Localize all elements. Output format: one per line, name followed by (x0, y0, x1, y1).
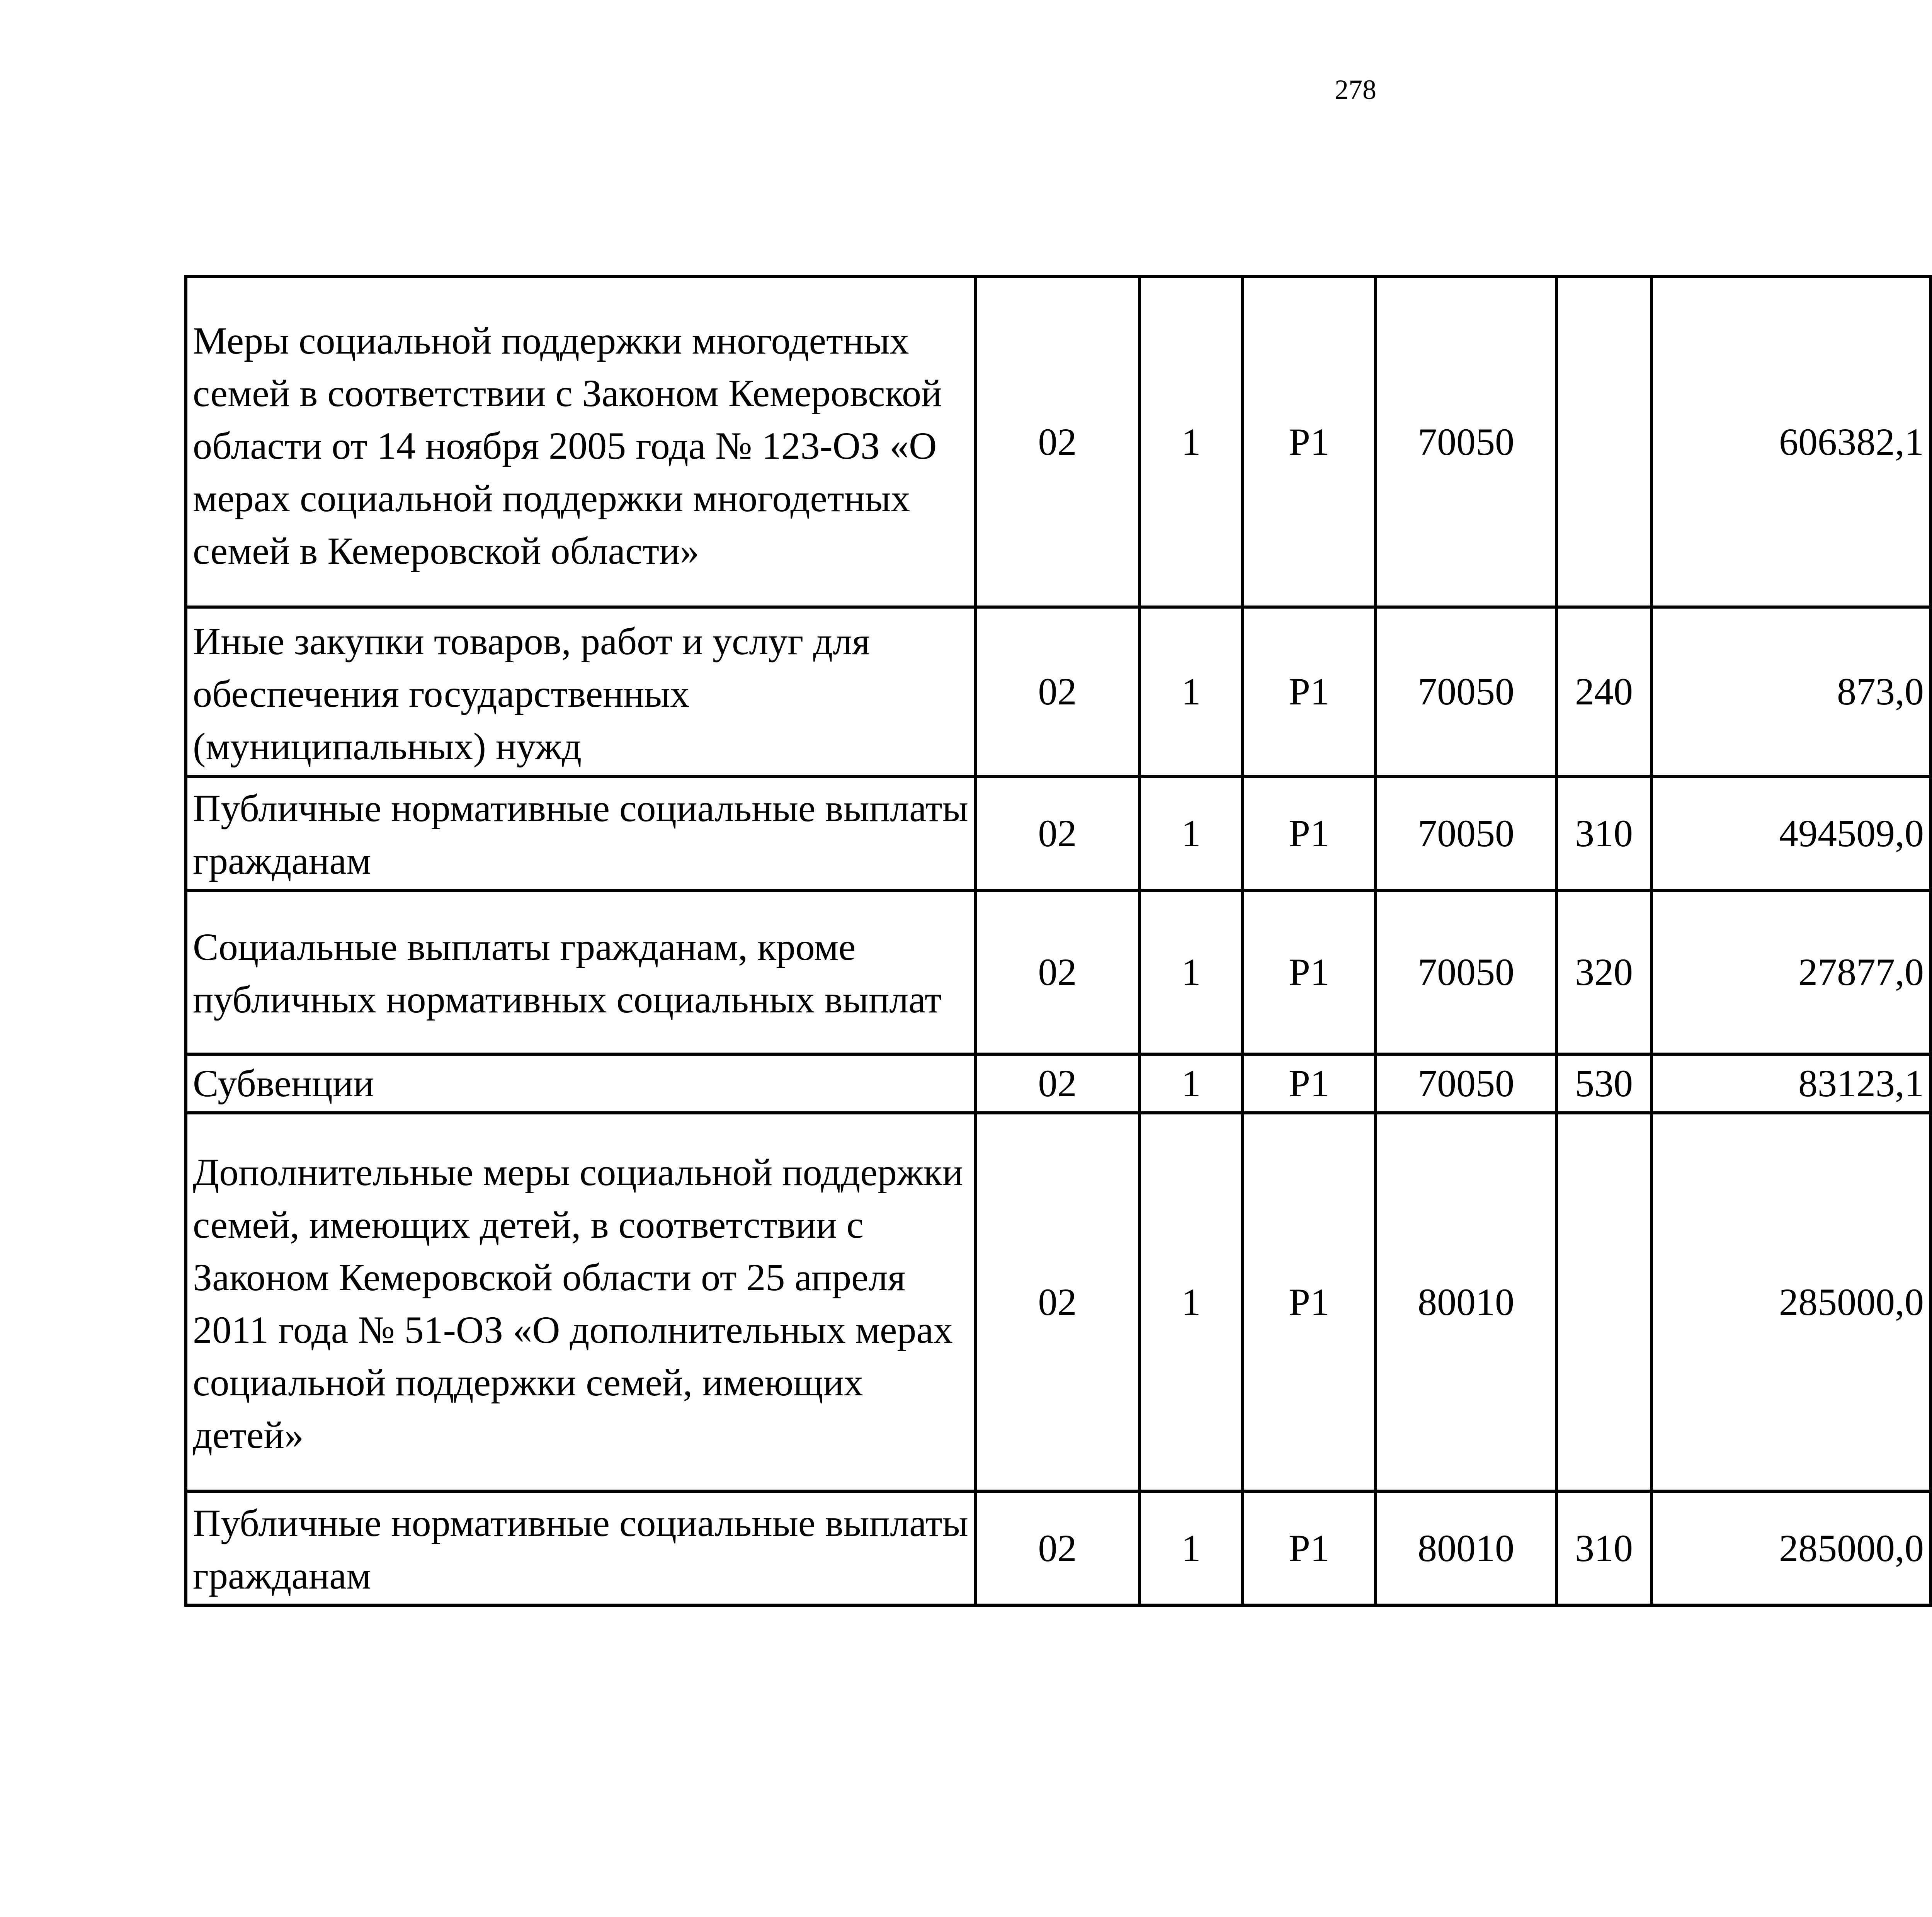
section-code: 02 (975, 1491, 1139, 1605)
amount-1: 83123,1 (1651, 1054, 1931, 1113)
program-code: 1 (1139, 1054, 1243, 1113)
amount-1: 494509,0 (1651, 776, 1931, 890)
amount-1: 606382,1 (1651, 277, 1931, 607)
program-code: 1 (1139, 1491, 1243, 1605)
direction-code: 70050 (1376, 607, 1556, 776)
table-row (186, 277, 1932, 607)
row-name: Меры социальной поддержки многодетных семей в соответствии с Законом Кемеровской области от 14 ноября 2005 года № 123-ОЗ «О мерах социальной поддержки многодетных семей в Кемеровской области» (186, 277, 975, 607)
section-code: 02 (975, 277, 1139, 607)
expense-type-code: 310 (1556, 1491, 1651, 1605)
row-name: Публичные нормативные социальные выплаты гражданам (186, 776, 975, 890)
row-name: Иные закупки товаров, работ и услуг для обеспечения государственных (муниципальных) нужд (186, 607, 975, 776)
table-row (186, 607, 1932, 776)
program-code: 1 (1139, 890, 1243, 1054)
amount-1: 27877,0 (1651, 890, 1931, 1054)
program-code: 1 (1139, 1113, 1243, 1491)
section-code: 02 (975, 776, 1139, 890)
section-code: 02 (975, 607, 1139, 776)
expense-type-code (1556, 277, 1651, 607)
expense-type-code: 310 (1556, 776, 1651, 890)
row-name: Субвенции (186, 1054, 975, 1113)
direction-code: 70050 (1376, 1054, 1556, 1113)
direction-code: 70050 (1376, 776, 1556, 890)
page-number: 278 (1335, 74, 1376, 105)
expense-type-code: 530 (1556, 1054, 1651, 1113)
table-row (186, 1491, 1932, 1605)
section-code: 02 (975, 1113, 1139, 1491)
expense-type-code: 320 (1556, 890, 1651, 1054)
section-code: 02 (975, 890, 1139, 1054)
subprogram-code: Р1 (1243, 607, 1376, 776)
subprogram-code: Р1 (1243, 776, 1376, 890)
table-row (186, 776, 1932, 890)
direction-code: 80010 (1376, 1491, 1556, 1605)
table-row (186, 1054, 1932, 1113)
subprogram-code: Р1 (1243, 1113, 1376, 1491)
amount-1: 873,0 (1651, 607, 1931, 776)
row-name: Дополнительные меры социальной поддержки семей, имеющих детей, в соответствии с Законом Кемеровской области от 25 апреля 2011 года № 51-ОЗ «О дополнительных мерах социальной поддержки семей, имеющих детей» (186, 1113, 975, 1491)
subprogram-code: Р1 (1243, 277, 1376, 607)
row-name: Публичные нормативные социальные выплаты гражданам (186, 1491, 975, 1605)
direction-code: 70050 (1376, 890, 1556, 1054)
expense-type-code (1556, 1113, 1651, 1491)
direction-code: 80010 (1376, 1113, 1556, 1491)
row-name: Социальные выплаты гражданам, кроме публичных нормативных социальных выплат (186, 890, 975, 1054)
expense-type-code: 240 (1556, 607, 1651, 776)
budget-table (184, 275, 1932, 1607)
program-code: 1 (1139, 607, 1243, 776)
program-code: 1 (1139, 776, 1243, 890)
subprogram-code: Р1 (1243, 1491, 1376, 1605)
direction-code: 70050 (1376, 277, 1556, 607)
program-code: 1 (1139, 277, 1243, 607)
table-row (186, 890, 1932, 1054)
subprogram-code: Р1 (1243, 1054, 1376, 1113)
subprogram-code: Р1 (1243, 890, 1376, 1054)
section-code: 02 (975, 1054, 1139, 1113)
table-row (186, 1113, 1932, 1491)
amount-1: 285000,0 (1651, 1491, 1931, 1605)
amount-1: 285000,0 (1651, 1113, 1931, 1491)
